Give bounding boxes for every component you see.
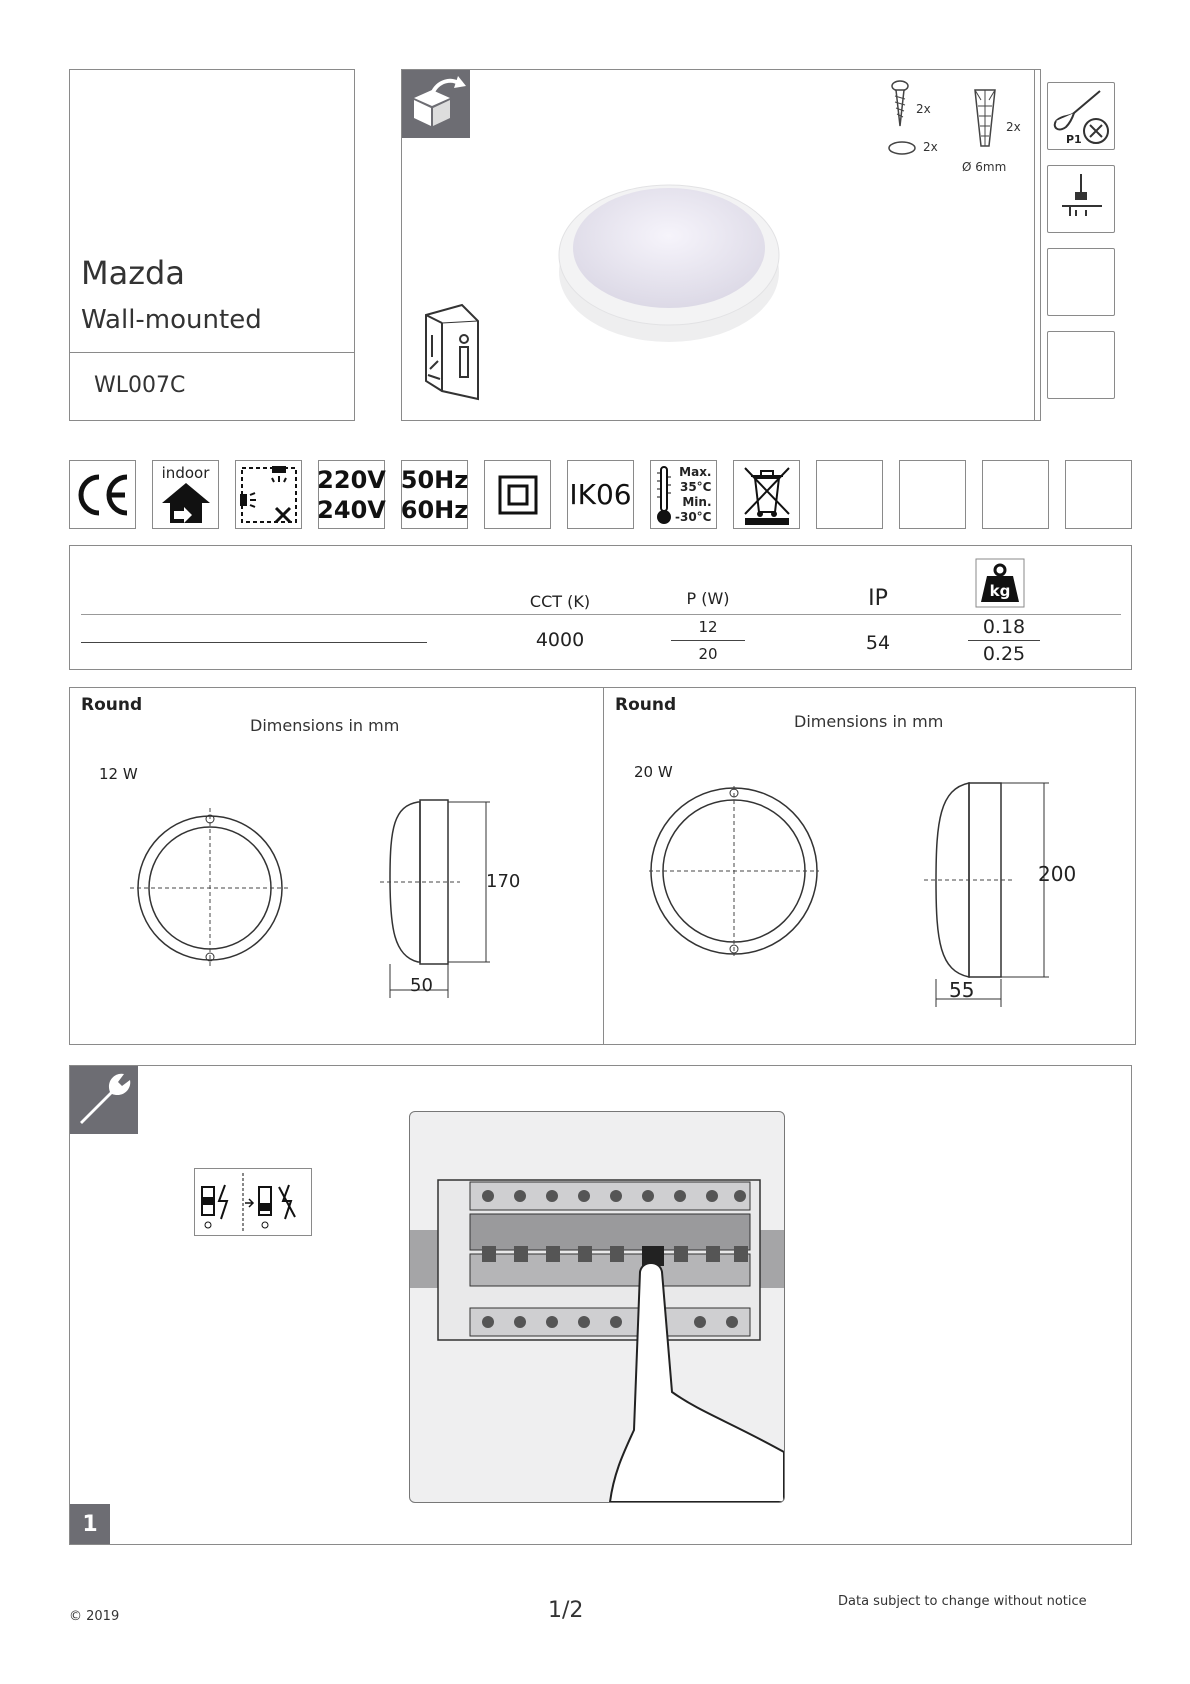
ik-rating-symbol (567, 460, 634, 529)
step-number: 1 (82, 1511, 98, 1537)
frequency-1: 50Hz (400, 465, 469, 494)
front-view-drawing (130, 808, 290, 968)
weight-icon (975, 558, 1025, 608)
page-number: 1/2 (548, 1598, 584, 1623)
ce-mark (69, 460, 136, 529)
product-model: WL007C (94, 373, 186, 398)
ik-rating: IK06 (569, 477, 632, 511)
plug-diameter: Ø 6mm (962, 160, 1007, 174)
header-rule (81, 614, 1121, 615)
shape-label: Round (615, 695, 677, 715)
step-number-badge (70, 1504, 110, 1544)
weight-b: 0.25 (982, 643, 1026, 665)
manual-icon (422, 295, 482, 405)
dimensions-note: Dimensions in mm (250, 716, 400, 735)
header-ip: IP (868, 586, 888, 611)
washer-icon (888, 140, 918, 154)
mounting-surface-symbol (235, 460, 302, 529)
product-type: Wall-mounted (81, 305, 262, 335)
product-family: Mazda (81, 254, 185, 292)
depth-dimension: 55 (949, 978, 975, 1002)
indoor-symbol (152, 460, 219, 529)
side-view-drawing (380, 798, 490, 998)
header-power: P (W) (686, 589, 730, 608)
installation-step-panel (69, 1065, 1132, 1545)
dimensions-panel-20w (603, 687, 1136, 1045)
cell-cct: 4000 (535, 629, 585, 651)
header-cct: CCT (K) (529, 592, 591, 611)
wall-plug-icon (972, 88, 998, 148)
plug-qty: 2x (1006, 120, 1021, 134)
dimensions-panel-12w (69, 687, 604, 1045)
name-rule (81, 642, 427, 643)
tmin-label: Min. (682, 494, 712, 509)
screwdriver-tool-box (1047, 82, 1115, 150)
product-photo (552, 160, 782, 350)
divider (70, 352, 354, 353)
height-dimension: 170 (486, 871, 521, 892)
shape-label: Round (81, 695, 143, 715)
product-info-panel (69, 69, 355, 421)
tool-slot-empty-2 (1047, 331, 1115, 399)
cell-ip: 54 (865, 632, 891, 654)
indoor-label: indoor (161, 463, 210, 482)
weee-symbol (733, 460, 800, 529)
breaker-illustration (409, 1111, 785, 1503)
wrench-icon (70, 1066, 138, 1134)
frequency-2: 60Hz (400, 495, 469, 524)
drill-tool-box (1047, 165, 1115, 233)
side-view-drawing (924, 781, 1064, 1007)
dimensions-note: Dimensions in mm (794, 712, 944, 731)
power-divider (671, 640, 745, 641)
weight-unit: kg (989, 582, 1011, 600)
power-off-symbol (194, 1168, 312, 1236)
height-dimension: 200 (1038, 862, 1077, 886)
class-ii-symbol (484, 460, 551, 529)
screw-icon (888, 80, 912, 130)
spec-table (69, 545, 1132, 670)
depth-dimension: 50 (410, 975, 433, 996)
screw-qty: 2x (916, 102, 931, 116)
copyright: © 2019 (69, 1609, 120, 1624)
frequency-symbol (401, 460, 468, 529)
tools-divider (1034, 70, 1035, 420)
cell-weight (964, 616, 1044, 665)
weight-a: 0.18 (982, 616, 1026, 638)
change-notice: Data subject to change without notice (838, 1594, 1087, 1609)
power-20: 20 (698, 645, 718, 663)
temperature-values (675, 465, 712, 525)
temperature-symbol (650, 460, 717, 529)
front-view-drawing (649, 786, 819, 956)
tmin-value: -30°C (675, 509, 712, 524)
wattage-label: 20 W (634, 763, 673, 781)
symbol-slot-empty-1 (816, 460, 883, 529)
package-contents-panel (401, 69, 1041, 421)
voltage-1: 220V (317, 465, 386, 494)
cell-power (648, 618, 768, 663)
power-12: 12 (698, 618, 718, 636)
tmax-value: 35°C (679, 479, 712, 494)
screwdriver-type: P1 (1066, 133, 1082, 146)
unbox-icon (402, 70, 470, 138)
tool-slot-empty-1 (1047, 248, 1115, 316)
washer-qty: 2x (923, 140, 938, 154)
symbol-slot-empty-3 (982, 460, 1049, 529)
tmax-label: Max. (679, 464, 712, 479)
wattage-label: 12 W (99, 765, 138, 783)
voltage-2: 240V (317, 495, 386, 524)
voltage-symbol (318, 460, 385, 529)
symbol-slot-empty-4 (1065, 460, 1132, 529)
symbol-slot-empty-2 (899, 460, 966, 529)
weight-divider (968, 640, 1040, 641)
